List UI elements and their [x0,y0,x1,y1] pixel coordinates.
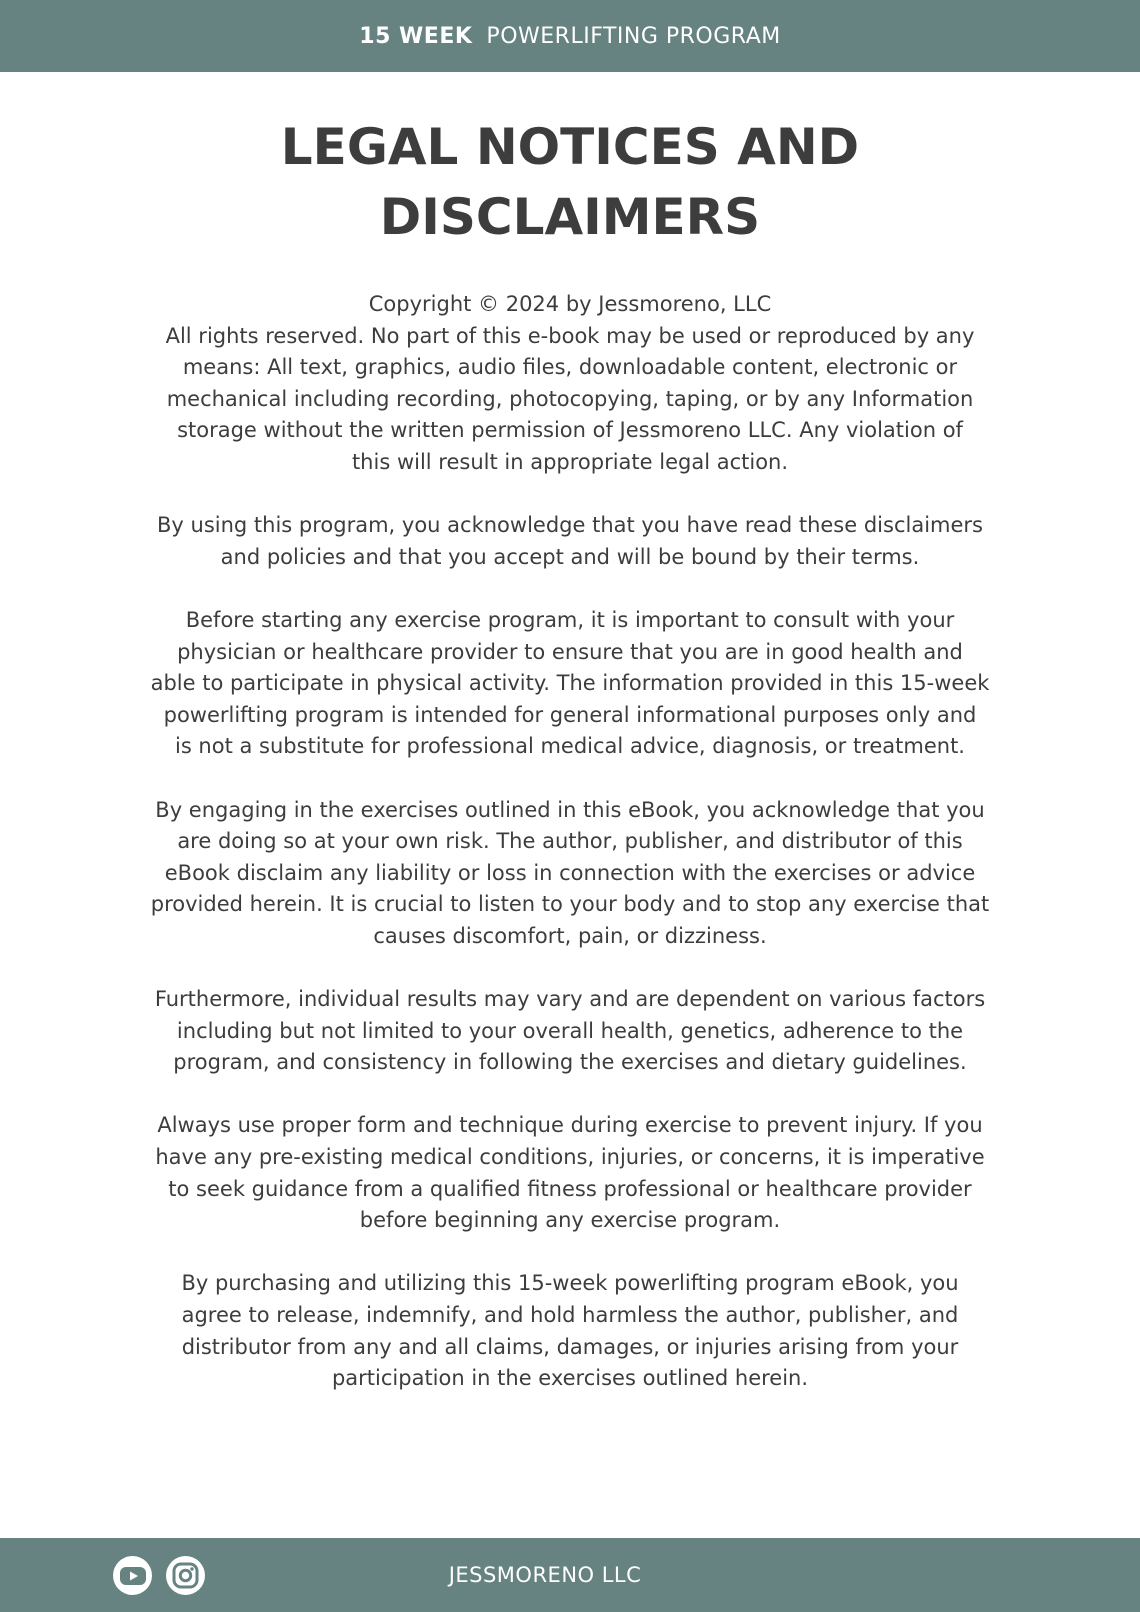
header-light-text: POWERLIFTING PROGRAM [486,23,781,49]
text-line: physician or healthcare provider to ensure that you are in good health and [177,639,963,664]
youtube-icon[interactable] [113,1556,152,1595]
text-line: By engaging in the exercises outlined in this eBook, you acknowledge that you [155,797,985,822]
header-bold-text: 15 WEEK [359,23,473,49]
text-line: powerlifting program is intended for general informational purposes only and [163,702,977,727]
text-line: including but not limited to your overall health, genetics, adherence to the [176,1018,964,1043]
instagram-icon-glyph [172,1562,199,1589]
text-line: storage without the written permission of Jessmoreno LLC. Any violation of [177,418,963,443]
page-title-line: LEGAL NOTICES AND [280,118,860,176]
youtube-icon-glyph [120,1566,146,1586]
text-line: agree to release, indemnify, and hold harmless the author, publisher, and [181,1303,959,1327]
text-line: eBook disclaim any liability or loss in connection with the exercises or advice [164,860,976,885]
paragraph-acknowledgement [100,510,1040,573]
text-line: All rights reserved. No part of this e-book may be used or reproduced by any [165,323,975,348]
paragraph-own-risk [100,795,1040,953]
text-line: is not a substitute for professional medical advice, diagnosis, or treatment. [174,734,965,759]
header-bar [0,0,1140,72]
text-line: By using this program, you acknowledge that you have read these disclaimers [157,513,983,538]
footer-bar [0,1538,1140,1612]
text-line: have any pre-existing medical conditions, injuries, or concerns, it is imperative [155,1145,985,1170]
page-title [70,112,1070,252]
text-line: Always use proper form and technique during exercise to prevent injury. If you [157,1113,983,1138]
text-line: means: All text, graphics, audio files, downloadable content, electronic or [182,355,958,380]
paragraph-copyright [100,289,1040,479]
text-line: participation in the exercises outlined herein. [331,1366,809,1391]
paragraph-results-vary [100,984,1040,1079]
text-line: mechanical including recording, photocopying, taping, or by any Information [166,386,974,411]
text-line: causes discomfort, pain, or dizziness. [373,923,767,948]
text-line: are doing so at your own risk. The author, publisher, and distributor of this [177,829,963,854]
disclaimer-body [100,289,1040,1426]
text-line: Copyright © 2024 by Jessmoreno, LLC [368,292,772,316]
text-line: this will result in appropriate legal action. [351,449,789,474]
text-line: Furthermore, individual results may vary and are dependent on various factors [154,987,986,1012]
text-line: Before starting any exercise program, it is important to consult with your [185,607,955,632]
text-line: before beginning any exercise program. [359,1208,781,1233]
paragraph-consult-physician [100,605,1040,763]
text-line: and policies and that you accept and will be bound by their terms. [220,544,920,569]
paragraph-proper-form [100,1110,1040,1236]
text-line: able to participate in physical activity. The information provided in this 15-week [150,671,990,696]
text-line: distributor from any and all claims, damages, or injuries arising from your [181,1334,959,1359]
text-line: provided herein. It is crucial to listen to your body and to stop any exercise that [150,892,990,917]
instagram-icon[interactable] [166,1556,205,1595]
text-line: program, and consistency in following the exercises and dietary guidelines. [173,1050,967,1075]
page-title-line: DISCLAIMERS [379,188,761,246]
paragraph-release [100,1268,1040,1394]
footer-brand: JESSMORENO LLC [448,1563,642,1587]
text-line: to seek guidance from a qualified fitness professional or healthcare provider [168,1176,972,1201]
text-line: By purchasing and utilizing this 15-week powerlifting program eBook, you [181,1271,959,1296]
